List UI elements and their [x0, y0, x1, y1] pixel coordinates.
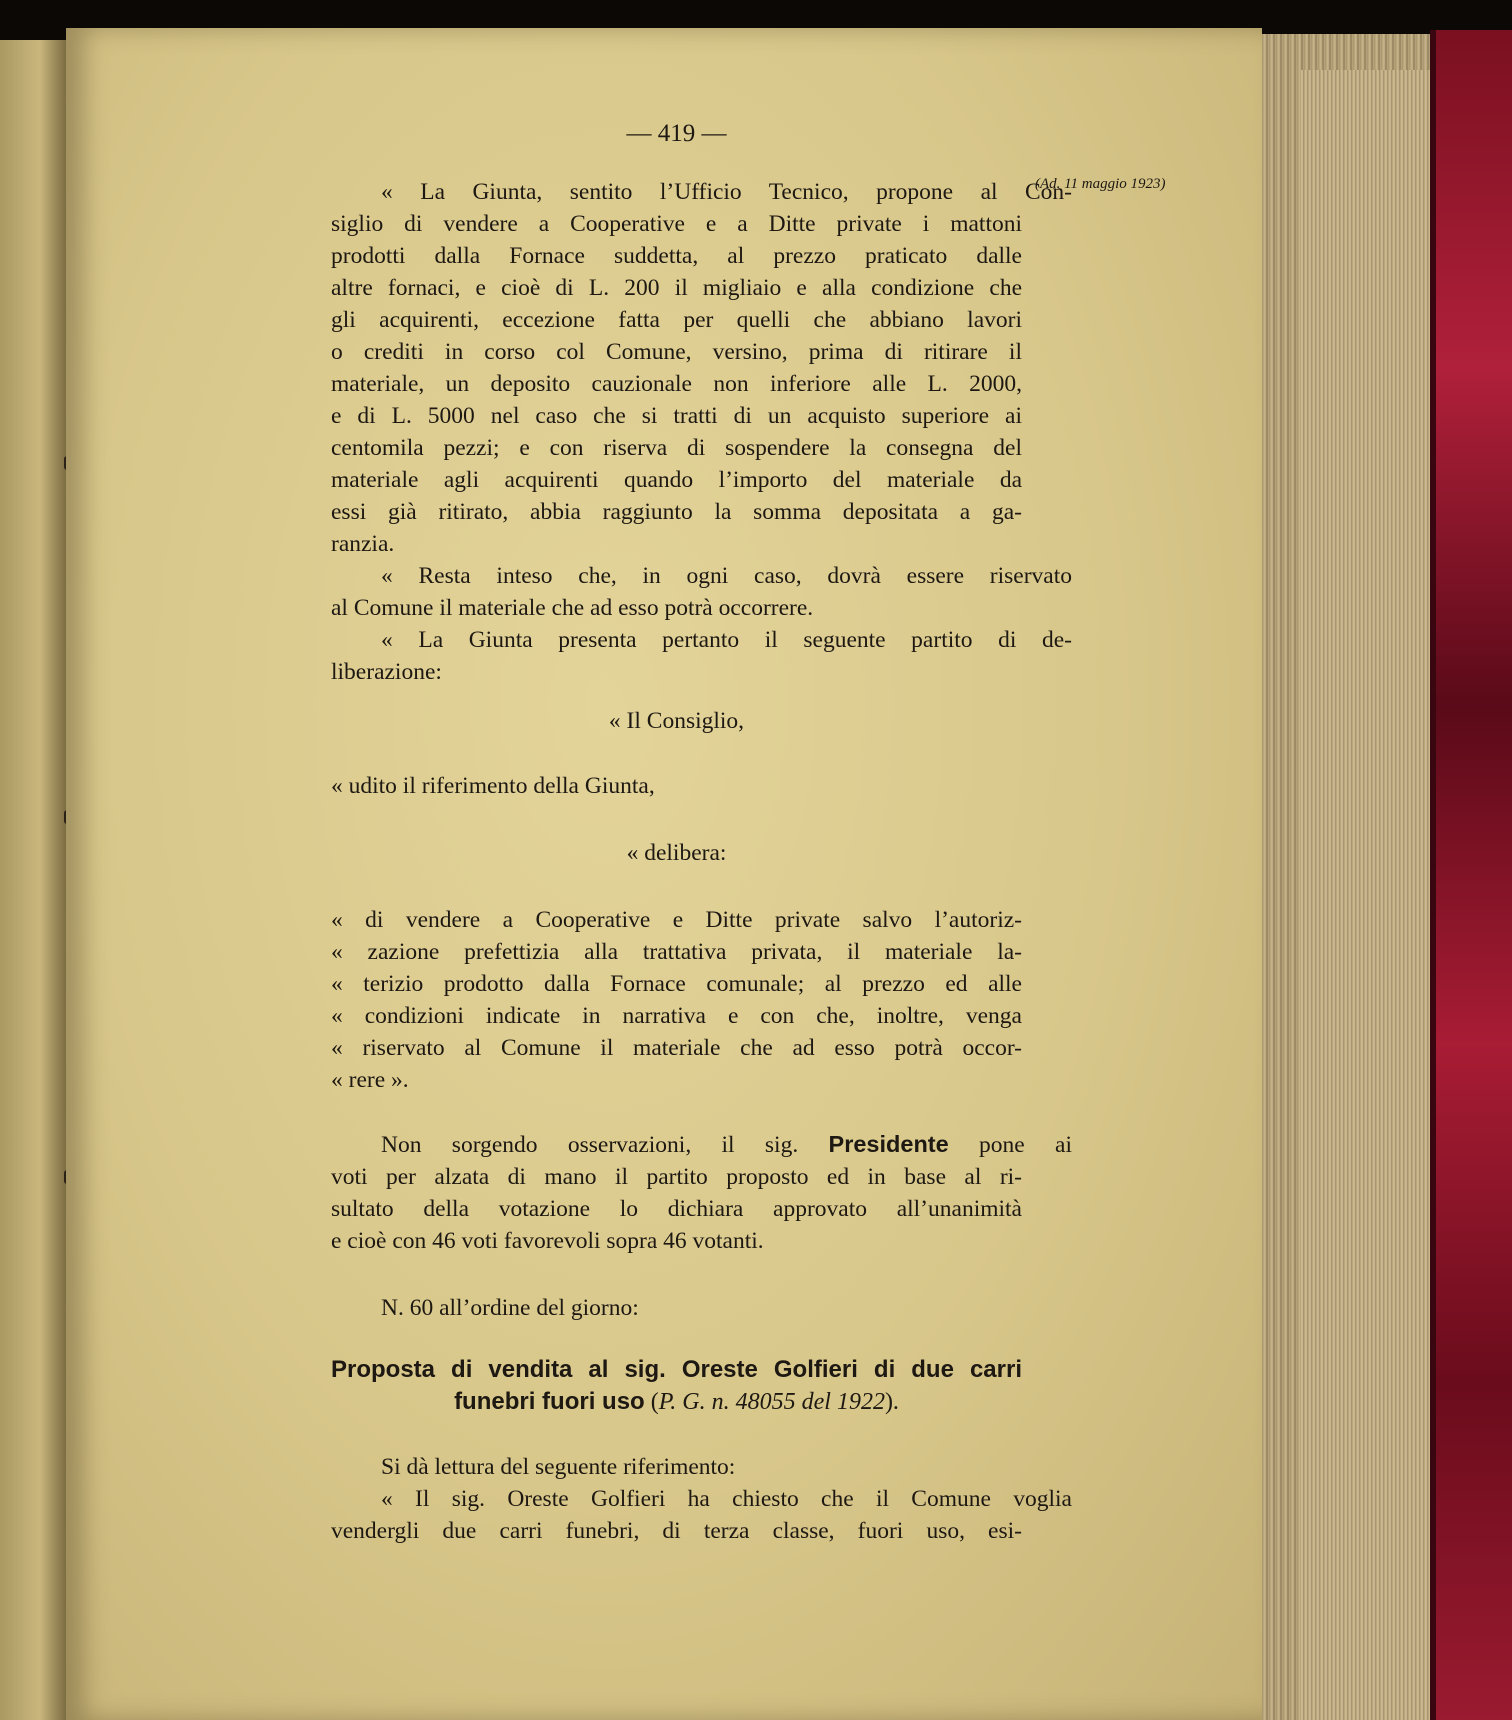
text-line: « Resta inteso che, in ogni caso, dovrà essere riservato: [381, 563, 1072, 589]
text-line: voti per alzata di mano il partito proposto ed in base al ri-: [331, 1164, 1022, 1190]
text-line: « Il sig. Oreste Golfieri ha chiesto che il Comune voglia: [381, 1486, 1072, 1512]
text-line: gli acquirenti, eccezione fatta per quelli che abbiano lavori: [331, 307, 1022, 333]
text-line: « zazione prefettizia alla trattativa privata, il materiale la-: [331, 939, 1022, 965]
heading-line: funebri fuori uso (P. G. n. 48055 del 1922).: [454, 1388, 899, 1415]
protocol-reference: P. G. n. 48055 del 1922: [658, 1389, 885, 1415]
left-page-edge: [0, 40, 66, 1720]
book-cover-edge: [1430, 30, 1436, 1720]
heading-line: Proposta di vendita al sig. Oreste Golfieri di due carri: [331, 1356, 1022, 1383]
book-cover-marbled: [1430, 30, 1512, 1720]
text-line: « di vendere a Cooperative e Ditte private salvo l’autoriz-: [331, 907, 1022, 933]
text-line: e di L. 5000 nel caso che si tratti di un acquisto superiore ai: [331, 403, 1022, 429]
page-block-edges-inner: [1300, 70, 1430, 1720]
text-line: altre fornaci, e cioè di L. 200 il migliaio e alla condizione che: [331, 275, 1022, 301]
text-line: ranzia.: [331, 531, 395, 557]
text-line: materiale, un deposito cauzionale non inferiore alle L. 2000,: [331, 371, 1022, 397]
text-line: vendergli due carri funebri, di terza classe, fuori uso, esi-: [331, 1518, 1022, 1544]
paragraph-giunta-proposal: [331, 176, 1072, 688]
text-line: Non sorgendo osservazioni, il sig. Presidente pone ai: [381, 1131, 1072, 1158]
final-paragraph: [331, 1483, 1072, 1547]
consiglio-line: « Il Consiglio,: [608, 708, 745, 734]
text-line: prodotti dalla Fornace suddetta, al prezzo praticato dalle: [331, 243, 1022, 269]
udito-line: « udito il riferimento della Giunta,: [331, 773, 655, 799]
text-line: « terizio prodotto dalla Fornace comunale; al prezzo ed alle: [331, 971, 1022, 997]
delibera-line: « delibera:: [626, 840, 727, 866]
resolution-text: [331, 904, 1022, 1096]
item-heading: [331, 1354, 1022, 1418]
text-line: sultato della votazione lo dichiara approvato all’unanimità: [331, 1196, 1022, 1222]
text-line: o crediti in corso col Comune, versino, prima di ritirare il: [331, 339, 1022, 365]
reading-line: Si dà lettura del seguente riferimento:: [381, 1454, 736, 1480]
text-line: liberazione:: [331, 659, 442, 685]
order-of-day-line: N. 60 all’ordine del giorno:: [381, 1295, 639, 1321]
text-line: siglio di vendere a Cooperative e a Ditte private i mattoni: [331, 211, 1022, 237]
vote-paragraph: [331, 1128, 1072, 1257]
page-number: — 419 —: [626, 120, 727, 147]
text-line: al Comune il materiale che ad esso potrà occorrere.: [331, 595, 814, 621]
text-line: essi già ritirato, abbia raggiunto la somma depositata a ga-: [331, 499, 1022, 525]
text-line: « condizioni indicate in narrativa e con che, inoltre, venga: [331, 1003, 1022, 1029]
text-line: « rere ».: [331, 1067, 409, 1093]
president-name: Presidente: [828, 1131, 949, 1157]
text-line: « La Giunta presenta pertanto il seguente partito di de-: [381, 627, 1072, 653]
margin-date-note: (Ad. 11 maggio 1923): [1035, 176, 1166, 192]
text-line: centomila pezzi; e con riserva di sospendere la consegna del: [331, 435, 1022, 461]
text-line: e cioè con 46 voti favorevoli sopra 46 votanti.: [331, 1228, 764, 1254]
text-line: « riservato al Comune il materiale che ad esso potrà occor-: [331, 1035, 1022, 1061]
text-line: materiale agli acquirenti quando l’importo del materiale da: [331, 467, 1022, 493]
text-line: « La Giunta, sentito l’Ufficio Tecnico, propone al Con-: [381, 179, 1072, 205]
